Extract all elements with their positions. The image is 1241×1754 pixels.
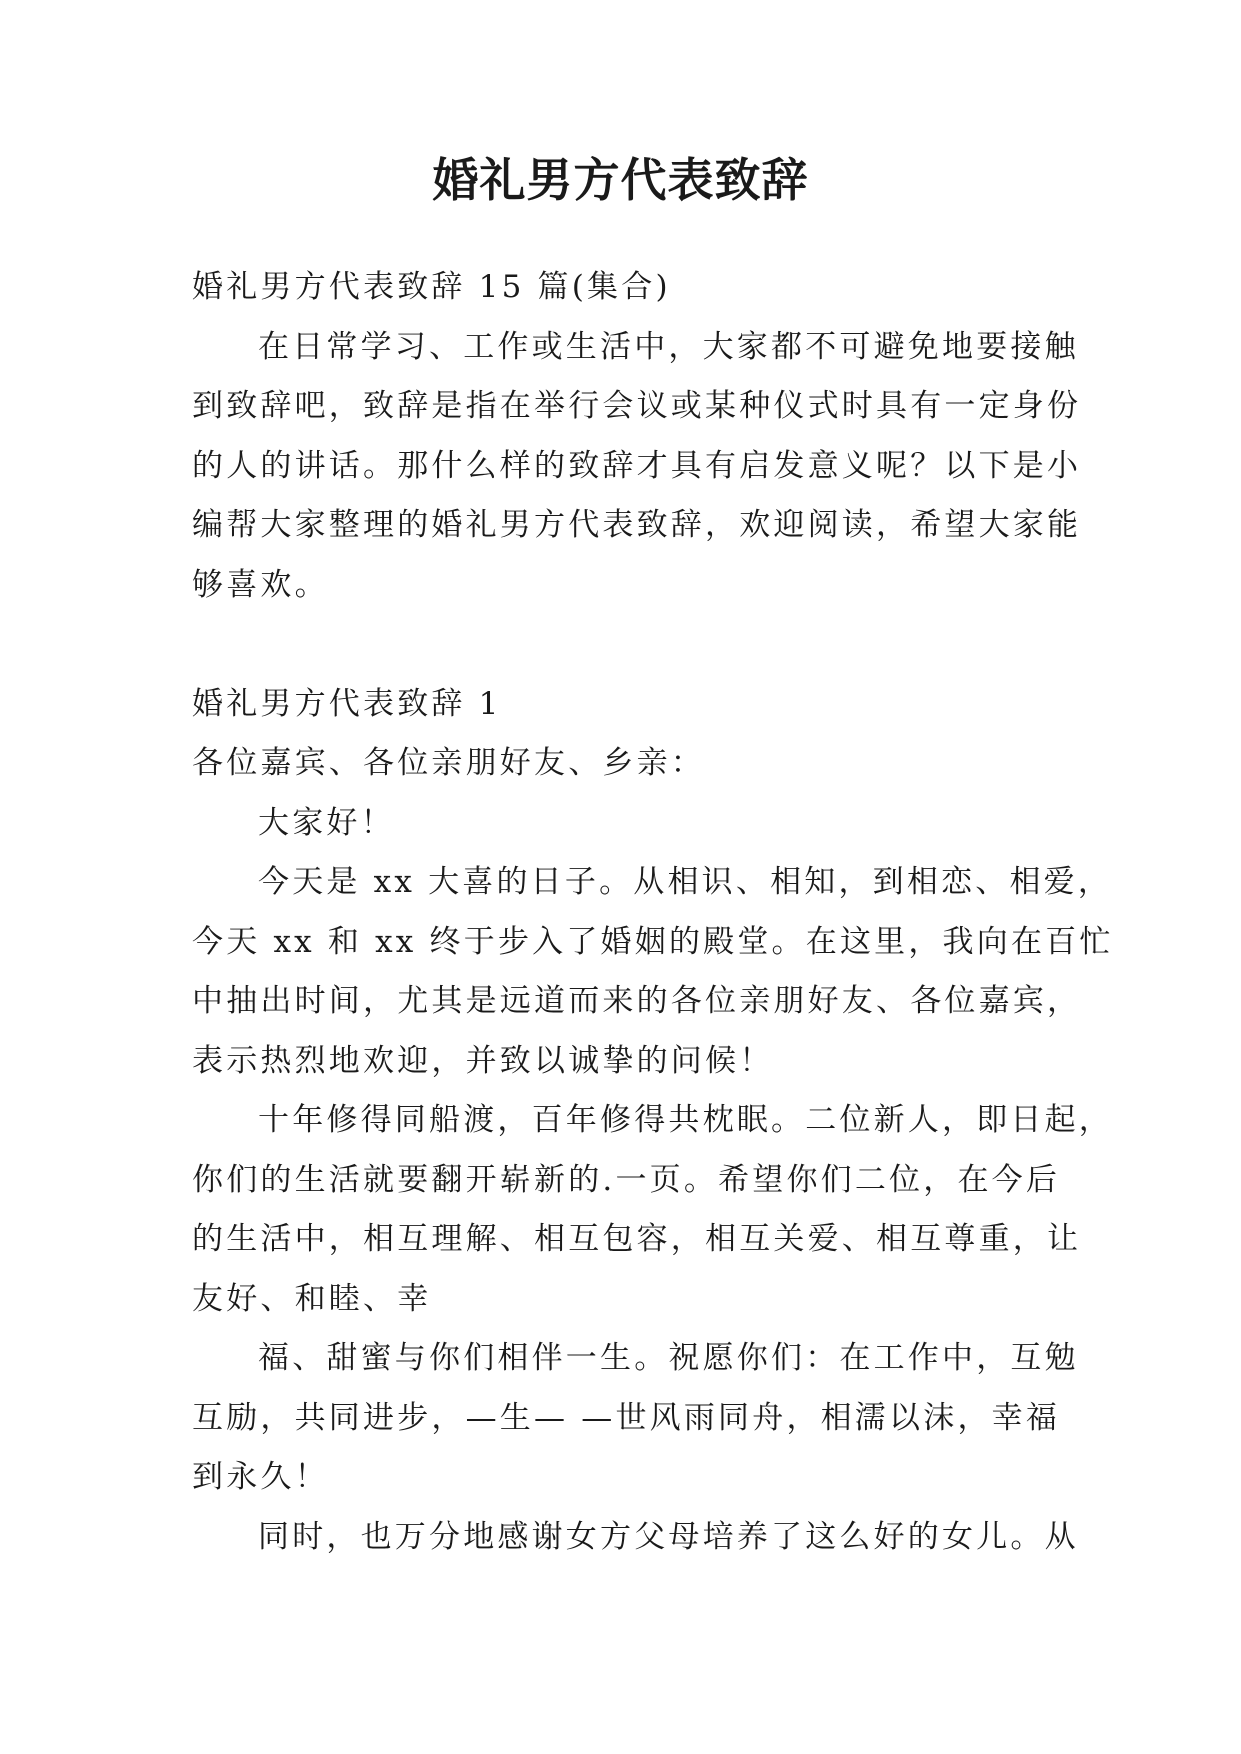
text-line: 够喜欢。	[192, 566, 329, 603]
text-line: 大家好！	[258, 804, 395, 841]
text-line: 今天是 xx 大喜的日子。从相识、相知，到相恋、相爱，	[258, 864, 1113, 900]
text-line: 编帮大家整理的婚礼男方代表致辞，欢迎阅读，希望大家能	[192, 507, 1082, 543]
text-line: 你们的生活就要翻开崭新的.一页。希望你们二位，在今后	[192, 1161, 1061, 1198]
text-line: 互励，共同进步，—生— —世风雨同舟，相濡以沫，幸福	[192, 1399, 1061, 1436]
text-line: 中抽出时间，尤其是远道而来的各位亲朋好友、各位嘉宾，	[192, 983, 1082, 1019]
text-line: 友好、和睦、幸	[192, 1280, 432, 1317]
text-line: 表示热烈地欢迎，并致以诚挚的问候！	[192, 1042, 774, 1079]
document-title: 婚礼男方代表致辞	[432, 153, 809, 207]
text-line: 婚礼男方代表致辞 1	[192, 685, 502, 722]
text-line: 今天 xx 和 xx 终于步入了婚姻的殿堂。在这里，我向在百忙	[192, 923, 1114, 960]
text-line: 到致辞吧，致辞是指在举行会议或某种仪式时具有一定身份	[192, 388, 1082, 424]
text-line: 婚礼男方代表致辞 15 篇(集合)	[192, 269, 671, 305]
text-line: 福、甜蜜与你们相伴一生。祝愿你们：在工作中，互勉	[258, 1340, 1079, 1376]
document-body	[192, 258, 1114, 1567]
text-line: 各位嘉宾、各位亲朋好友、乡亲：	[192, 745, 705, 781]
blank-line	[192, 615, 1072, 675]
text-line: 到永久！	[192, 1459, 329, 1495]
text-line: 同时，也万分地感谢女方父母培养了这么好的女儿。从	[258, 1518, 1079, 1555]
text-line: 的生活中，相互理解、相互包容，相互关爱、相互尊重，让	[192, 1221, 1082, 1257]
text-line: 十年修得同船渡，百年修得共枕眠。二位新人，即日起，	[258, 1102, 1113, 1138]
text-line: 在日常学习、工作或生活中，大家都不可避免地要接触	[258, 328, 1079, 365]
text-line: 的人的讲话。那什么样的致辞才具有启发意义呢？以下是小	[192, 447, 1082, 484]
